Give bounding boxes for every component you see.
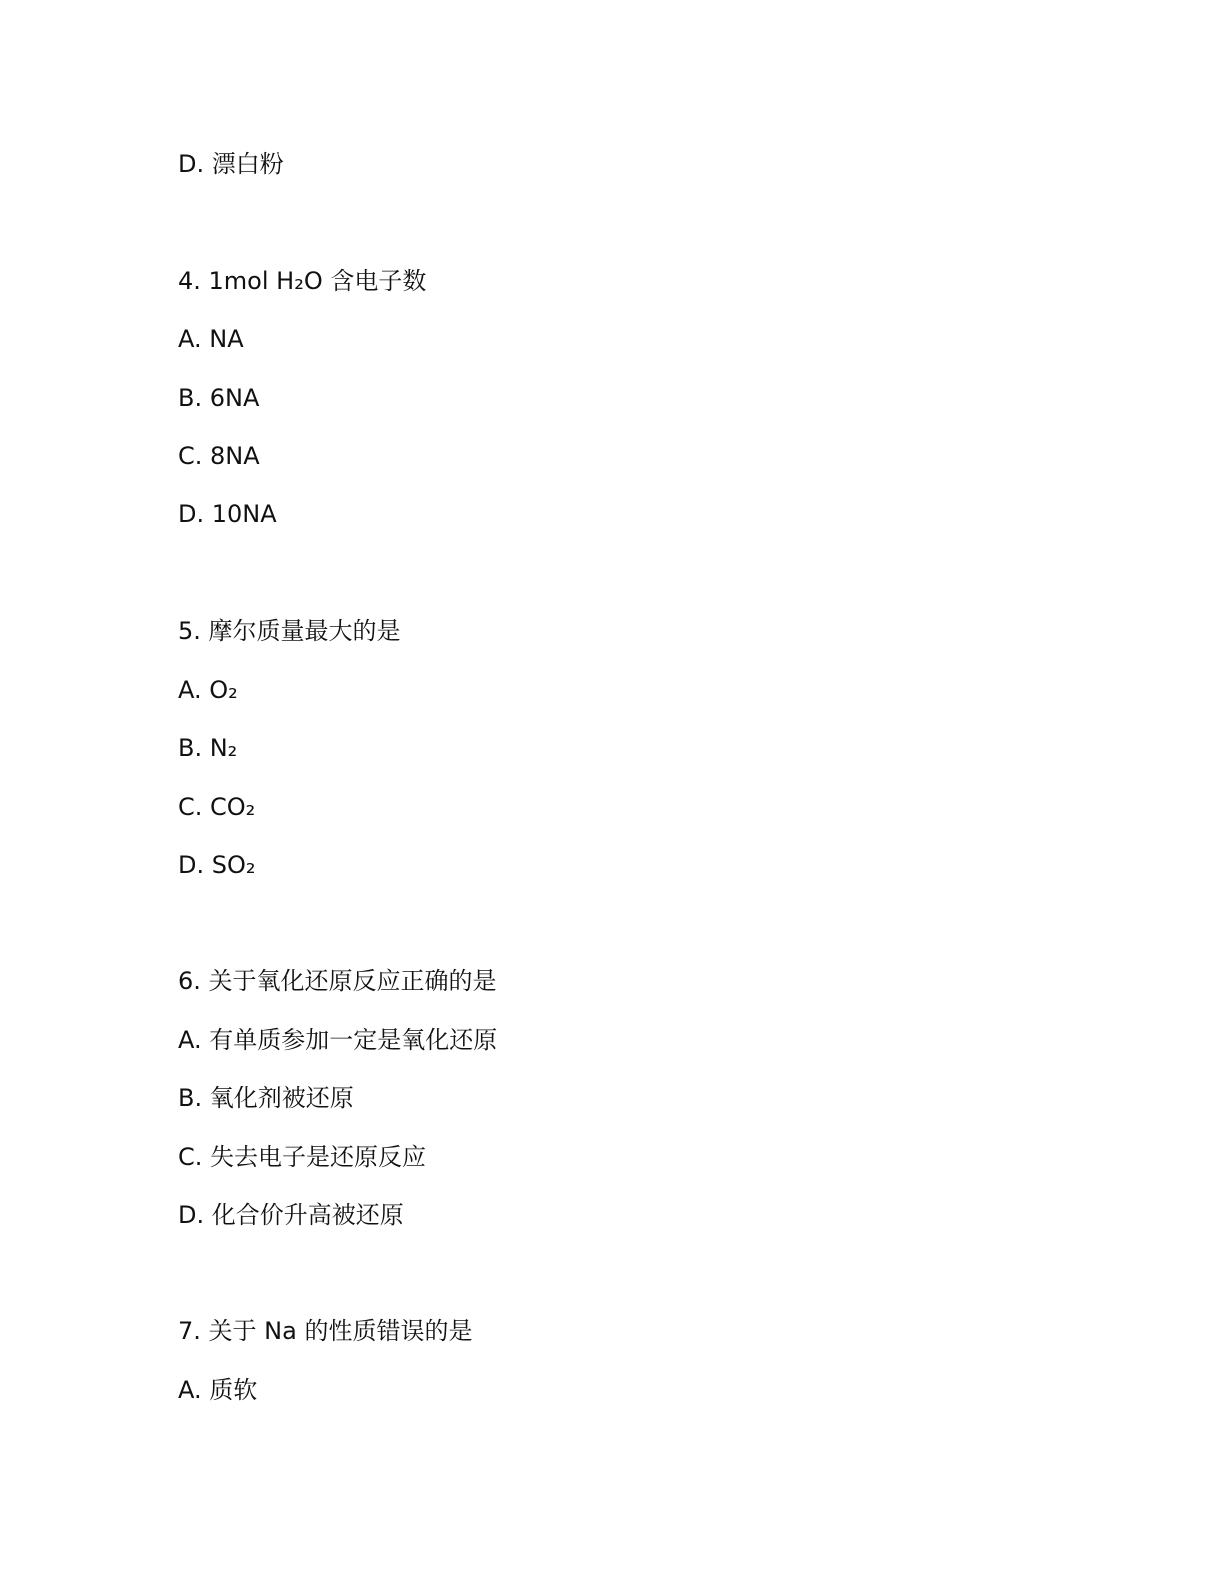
q6-option-c: C. 失去电子是还原反应	[178, 1143, 427, 1171]
q6-option-b: B. 氧化剂被还原	[178, 1084, 354, 1112]
q6-option-d: D. 化合价升高被还原	[178, 1201, 404, 1229]
q4-option-d: D. 10NA	[178, 500, 277, 528]
q3-option-d: D. 漂白粉	[178, 150, 284, 178]
q5-option-a: A. O₂	[178, 676, 238, 704]
q7-option-a: A. 质软	[178, 1376, 258, 1404]
q4-option-c: C. 8NA	[178, 442, 260, 470]
q6-question: 6. 关于氧化还原反应正确的是	[178, 967, 497, 995]
q5-option-c: C. CO₂	[178, 793, 256, 821]
q5-question: 5. 摩尔质量最大的是	[178, 617, 401, 645]
q4-option-a: A. NA	[178, 325, 244, 353]
q5-option-b: B. N₂	[178, 734, 238, 762]
q6-option-a: A. 有单质参加一定是氧化还原	[178, 1026, 498, 1054]
q7-question: 7. 关于 Na 的性质错误的是	[178, 1317, 473, 1345]
q4-question: 4. 1mol H₂O 含电子数	[178, 267, 427, 295]
q5-option-d: D. SO₂	[178, 851, 256, 879]
q4-option-b: B. 6NA	[178, 384, 260, 412]
